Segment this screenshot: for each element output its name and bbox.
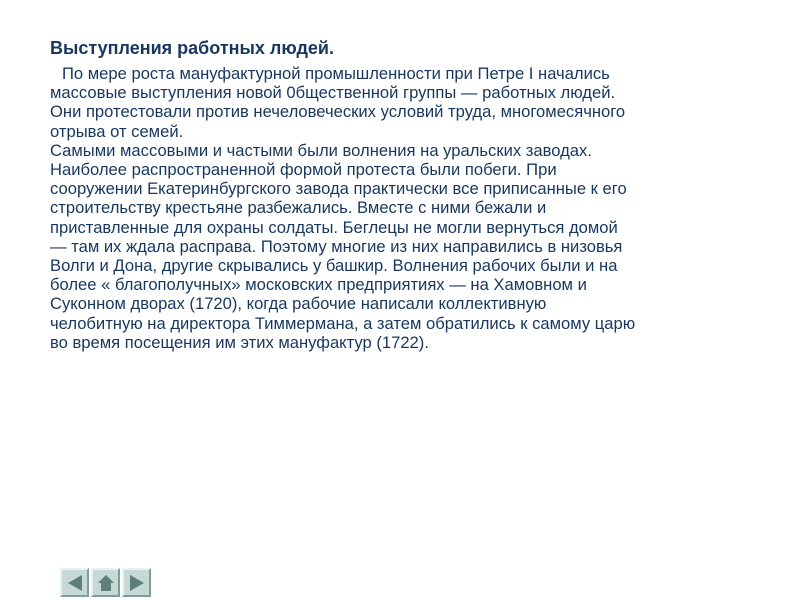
home-button[interactable]: [91, 568, 120, 597]
body-line: По мере роста мануфактурной промышленности при Петре I начались: [62, 64, 610, 83]
slide-navigation: [60, 568, 151, 600]
slide-title: Выступления работных людей.: [50, 38, 334, 58]
body-line: приставленные для охраны солдаты. Беглецы не могли вернуться домой: [50, 217, 618, 237]
body-line: сооружении Екатеринбургского завода практически все приписанные к его: [50, 179, 627, 199]
body-line: челобитную на директора Тиммермана, а затем обратились к самому царю: [50, 313, 636, 333]
arrow-left-icon: [65, 573, 85, 593]
body-line: Суконном дворах (1720), когда рабочие написали коллективную: [50, 294, 547, 314]
body-line: во время посещения им этих мануфактур (1722).: [50, 332, 429, 352]
arrow-right-icon: [127, 573, 147, 593]
body-line: — там их ждала расправа. Поэтому многие из них направились в низовья: [50, 236, 623, 256]
body-line: строительству крестьяне разбежались. Вместе с ними бежали и: [50, 198, 547, 218]
slide-body-text: [50, 64, 770, 352]
body-line: отрыва от семей.: [50, 121, 184, 141]
body-line: массовые выступления новой 0бщественной группы — работных людей.: [50, 83, 616, 103]
body-line: более « благополучных» московских предприятиях — на Хамовном и: [50, 275, 587, 295]
body-line: Волги и Дона, другие скрывались у башкир. Волнения рабочих были и на: [50, 256, 618, 276]
previous-slide-button[interactable]: [60, 568, 89, 597]
home-icon: [96, 573, 116, 593]
next-slide-button[interactable]: [122, 568, 151, 597]
body-line: Они протестовали против нечеловеческих условий труда, многомесячного: [50, 102, 626, 122]
body-line: Самыми массовыми и частыми были волнения на уральских заводах.: [50, 140, 592, 160]
body-line: Наиболее распространенной формой протеста были побеги. При: [50, 160, 557, 180]
